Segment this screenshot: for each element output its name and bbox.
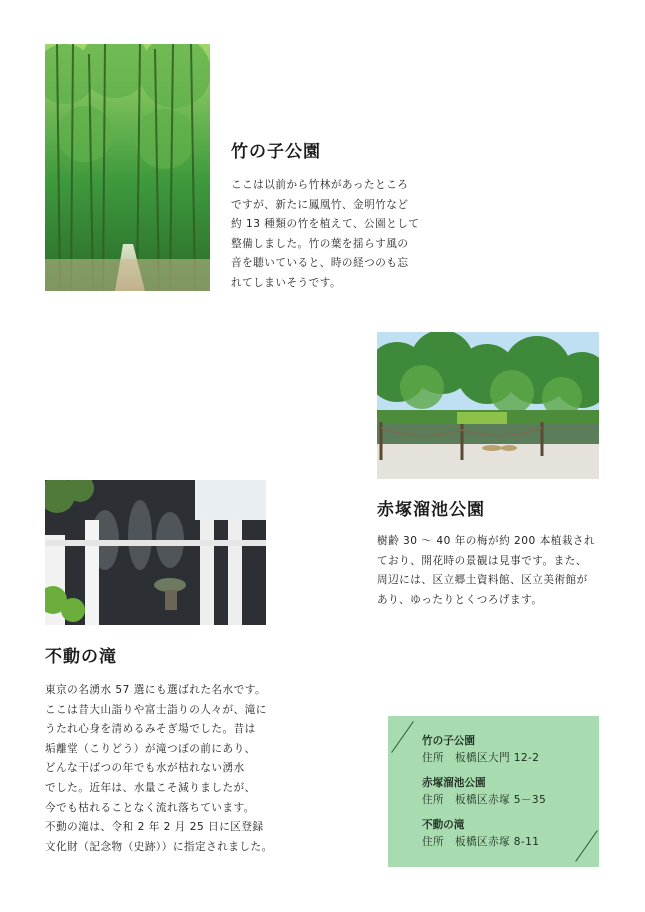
info-name: 赤塚溜池公園 [422,777,486,789]
address-info-box [388,716,599,867]
body-line: 東京の名湧水 57 選にも選ばれた名水です。 [45,684,267,696]
pond-park-photo [377,332,599,479]
body-line: ですが、新たに鳳凰竹、金明竹など [231,198,409,211]
section-title-fudo: 不動の滝 [45,647,117,667]
section-body-takenoko [231,176,419,294]
info-name: 不動の滝 [422,819,465,831]
info-address: 住所 板橋区赤塚 5－35 [422,794,547,806]
body-line: ここは昔大山詣りや富士詣りの人々が、滝に [45,703,267,716]
waterfall-photo [45,480,266,625]
body-line: どんな干ばつの年でも水が枯れない湧水 [45,762,245,775]
info-address: 住所 板橋区大門 12-2 [422,752,540,764]
info-address: 住所 板橋区赤塚 8-11 [422,836,540,848]
section-body-fudo [45,681,273,857]
body-line: でした。近年は、水量こそ減りましたが、 [45,781,256,794]
section-title-takenoko: 竹の子公園 [231,142,321,162]
body-line: 今でも枯れることなく流れ落ちています。 [45,801,255,814]
info-entry-takenoko [422,733,539,767]
body-line: 不動の滝は、令和 2 年 2 月 25 日に区登録 [45,821,264,834]
corner-slash-bottom [575,830,598,862]
body-line: ており、開花時の景観は見事です。また、 [377,554,587,567]
body-line: ここは以前から竹林があったところ [231,179,409,191]
body-line: あり、ゆったりとくつろげます。 [377,593,543,606]
body-line: れてしまいそうです。 [231,276,342,289]
info-entry-akatsuka [422,775,546,809]
body-line: 文化財（記念物（史跡））に指定されました。 [45,840,273,853]
body-line: 垢離堂（こりどう）が滝つぼの前にあり、 [45,742,256,755]
body-line: 音を聴いていると、時の経つのも忘 [231,257,409,270]
body-line: 周辺には、区立郷土資料館、区立美術館が [377,574,588,587]
corner-slash-top [391,721,414,753]
section-body-akatsuka [377,532,595,610]
body-line: 約 13 種類の竹を植えて、公園として [231,218,420,231]
info-name: 竹の子公園 [422,735,475,747]
bamboo-grove-photo [45,44,210,291]
body-line: うたれ心身を清めるみそぎ場でした。昔は [45,723,256,736]
body-line: 整備しました。竹の葉を揺らす風の [231,237,409,250]
body-line: 樹齢 30 ～ 40 年の梅が約 200 本植栽され [377,535,596,547]
info-entry-fudo [422,817,539,851]
section-title-akatsuka: 赤塚溜池公園 [377,500,485,520]
